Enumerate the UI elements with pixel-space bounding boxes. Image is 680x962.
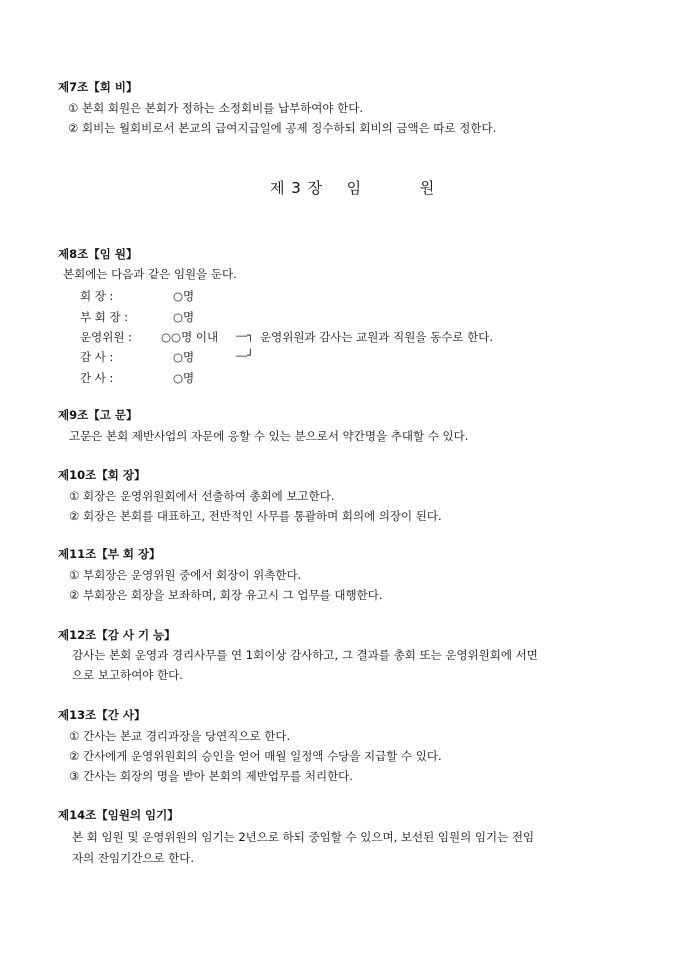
article-10-item-1: ① 회장은 운영위원회에서 선출하여 총회에 보고한다. [69,489,335,503]
article-14-line-2: 자의 잔임기간으로 한다. [72,851,195,865]
article-9-heading: 제9조【고 문】 [58,408,138,422]
officer-role-vice-president: 부 회 장 : [80,310,129,324]
article-7-heading: 제7조【회 비】 [58,80,138,94]
article-13-item-3: ③ 간사는 회장의 명을 받아 본회의 제반업무를 처리한다. [69,769,353,783]
article-12-heading: 제12조【감 사 기 능】 [58,628,176,642]
chapter-number: 제 3 장 [270,179,324,197]
article-10-heading: 제10조【회 장】 [58,468,146,482]
article-11-item-1: ① 부회장은 운영위원 중에서 회장이 위촉한다. [69,568,302,582]
article-11-heading: 제11조【부 회 장】 [58,547,161,561]
officer-count-president: ○명 [173,289,195,303]
article-8-note: 운영위원과 감사는 교원과 직원을 동수로 한다. [260,330,494,344]
article-9-text: 고문은 본회 제반사업의 자문에 응할 수 있는 분으로서 약간명을 추대할 수 있다. [69,429,469,443]
officer-role-auditor: 감 사 : [80,350,114,364]
article-10-item-2: ② 회장은 본회를 대표하고, 전반적인 사무를 통괄하며 회의에 의장이 된다. [69,509,442,523]
officer-count-committee: ○○명 이내 [161,330,219,344]
bracket-bottom: ―┘ [236,349,254,362]
article-14-heading: 제14조【임원의 임기】 [58,808,179,822]
article-13-heading: 제13조【간 사】 [58,708,146,722]
officer-count-vice-president: ○명 [173,310,195,324]
chapter-title-part-2: 원 [419,179,436,197]
article-13-item-1: ① 간사는 본교 경리과장을 당연직으로 한다. [69,729,291,743]
officer-count-auditor: ○명 [173,350,195,364]
article-11-item-2: ② 부회장은 회장을 보좌하며, 회장 유고시 그 업무를 대행한다. [69,588,383,602]
article-7-item-1: ① 본회 회원은 본회가 정하는 소정회비를 납부하여야 한다. [68,101,364,115]
officer-count-secretary: ○명 [173,371,195,385]
article-13-item-2: ② 간사에게 운영위원회의 승인을 얻어 매월 일정액 수당을 지급할 수 있다. [69,749,442,763]
officer-role-president: 회 장 : [80,289,114,303]
chapter-title-part-1: 임 [346,179,363,197]
article-8-heading: 제8조【임 원】 [58,247,138,261]
article-12-line-1: 감사는 본회 운영과 경리사무를 연 1회이상 감사하고, 그 결과를 총회 또는 운영위원회에 서면 [72,648,538,662]
article-8-intro: 본회에는 다음과 같은 임원을 둔다. [63,267,237,281]
bracket-top: ―┐ [236,329,254,342]
article-7-item-2: ② 회비는 월회비로서 본교의 급여지급일에 공제 징수하되 회비의 금액은 따로 정한다. [68,121,497,135]
article-14-line-1: 본 회 임원 및 운영위원의 임기는 2년으로 하되 중임할 수 있으며, 보선된 임원의 임기는 전임 [72,830,535,844]
article-12-line-2: 으로 보고하여야 한다. [72,668,183,682]
officer-role-secretary: 간 사 : [80,371,114,385]
officer-role-committee: 운영위원 : [80,330,132,344]
chapter-heading [270,181,435,195]
